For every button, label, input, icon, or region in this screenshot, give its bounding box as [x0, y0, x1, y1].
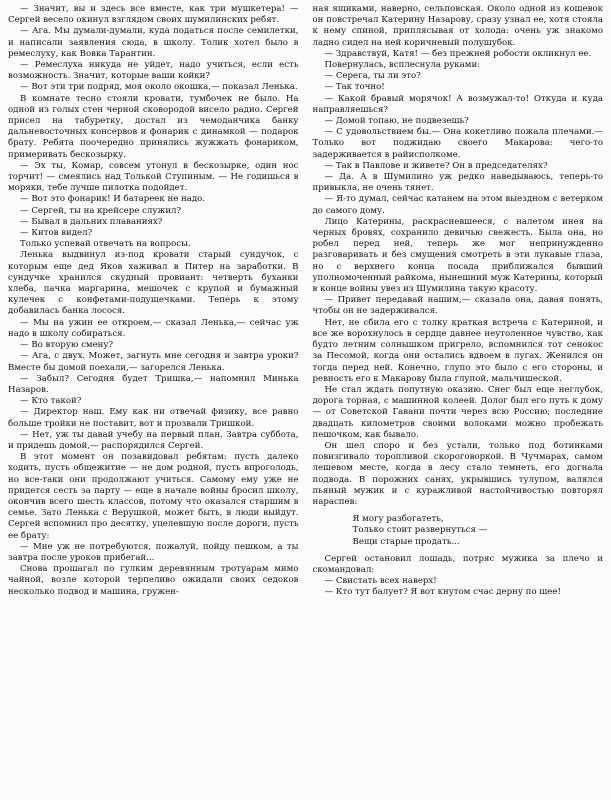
paragraph: — Свистать всех наверх! — [324, 576, 437, 587]
paragraph: — Кто тут балует? Я вот кнутом счас дерну по шее! — [324, 587, 561, 598]
paragraph: — Да. А в Шумилино уж редко наведываюсь, теперь-то привыкла, не очень тянет. — [312, 172, 603, 194]
paragraph: — Домой топаю, не подвезешь? — [324, 116, 469, 127]
paragraph: — Здравствуй, Катя! — без прежней робости окликнул ее. — [324, 48, 592, 59]
verse-line: Только стоит развернуться — — [352, 525, 488, 536]
paragraph: — Ремеслуха никуда не уйдет, надо учиться, если есть возможность. Значит, которые ваши койки? — [8, 60, 299, 82]
paragraph: — Так в Павлове и живете? Он в председателях? — [324, 160, 548, 171]
paragraph: — Я-то думал, сейчас катанем на этом выездном с ветерком до самого дому. — [312, 194, 603, 216]
paragraph: — Нет, уж ты давай учебу на первый план. Завтра суббота, и придешь домой,— распорядился Сергей. — [8, 429, 299, 451]
paragraph: Снова прошагал по гулким деревянным тротуарам мимо чайной, возле которой терпеливо ожидали своих седоков несколько подвод и машина, гружен- — [8, 564, 299, 597]
paragraph: ная ящиками, наверно, сельповская. Около одной из кошевок он повстречал Катерину Назарову, сразу узнал ее, хотя стояла к нему спиной, приплясывая от холода: очень уж знакомо ладно сидел на ней коричневый полушубок. — [312, 4, 603, 48]
paragraph: Он шел споро и без устали, только под ботинками повизгивало торопливой скороговоркой. В Чучмарах, самом лешевом месте, когда в лесу стало темнеть, его догнала подвода. В порожних санях, укрывшись тулупом, валялся пьяный мужик и с куражливой настойчивостью повторял нараспев: — [312, 440, 603, 507]
paragraph: Только успевай отвечать на вопросы. — [20, 239, 191, 250]
paragraph: — Вот эти три подряд, моя около окошка,— показал Ленька. — [20, 82, 298, 93]
paragraph: — Ага, с двух. Может, загнуть мне сегодня и завтра уроки? Вместе бы домой поехали,— загорелся Ленька. — [8, 351, 299, 373]
paragraph: Лицо Катерины, раскрасневшееся, с налетом инея на черных бровях, сохранило девичью свежесть. Была она, но робел перед ней, теперь же мог непринужденно разговаривать и без смущения смотреть в эти лукавые глаза, но с верхнего конца посада приближался бывший уполномоченный райкома, нынешний муж Катерины, который в конце войны увез из Шумилина такую красоту. — [312, 216, 603, 295]
paragraph: — Эх ты, Комар, совсем утонул в бескозырке, один нос торчит! — смеялись над Толькой Ступиным. — Не годишься в моряки, тебе лучше пилотка подойдет. — [8, 160, 299, 194]
paragraph: — Серега, ты ли это? — [324, 71, 421, 82]
left-column — [8, 4, 299, 800]
paragraph: — Бывал в дальних плаваниях? — [20, 216, 163, 227]
paragraph: Сергей остановил лошадь, потряс мужика за плечо и скомандовал: — [312, 553, 603, 575]
paragraph: — Забыл? Сегодня будет Тришка,— напомнил Минька Назаров. — [8, 373, 299, 395]
paragraph: — Директор наш. Ему как ни отвечай физику, все равно больше тройки не поставит, вот и прозвали Тришкой. — [8, 407, 299, 429]
right-column — [313, 4, 604, 800]
paragraph: — Сергей, ты на крейсере служил? — [20, 205, 182, 216]
paragraph: Не стал ждать попутную оказию. Снег был еще неглубок, дорога торная, с машинной колеей. Долог был его путь к дому — от Советской Гавани почти через всю Россию; последние двадцать километров своими волоками можно пробежать пешочком, как бывало. — [312, 384, 603, 440]
paragraph: — Значит, вы и здесь все вместе, как три мушкетера! — Сергей весело окинул взглядом своих шумилинских ребят. — [8, 4, 299, 26]
paragraph: Нет, не сбила его с толку краткая встреча с Катериной, и все же ворохнулось в сердце давнее неутоленное чувство, как будто летним солнышком пригрело, вспомнился тот сенокос за Песомой, когда они остались вдвоем в лугах. Женился он тогда перед ней. Конечно, глупо это было с его стороны, и ревность его к Макарову была глупой, мальчишеской. — [312, 317, 603, 384]
verse-line: Вещи старые продать... — [352, 536, 460, 547]
paragraph: — Кто такой? — [20, 396, 82, 407]
verse-line: Я могу разбогатеть, — [352, 514, 444, 525]
paragraph: — Ага. Мы думали-думали, куда податься после семилетки, и написали заявления сюда, в школу. Толик хотел было в ремеслуху, как Вовка Тарантин. — [8, 26, 299, 59]
paragraph: — Вот это фонарик! И батареек не надо. — [20, 194, 206, 205]
paragraph: — С удовольствием бы.— Она кокетливо пожала плечами.— Только вот поджидаю своего Макарова: чего-то задерживается в райисполкоме. — [312, 127, 603, 160]
paragraph: — Привет передавай нашим,— сказала она, давая понять, чтобы он не задерживался. — [312, 295, 603, 317]
paragraph: — Мне уж не потребуются, пожалуй, пойду пешком, а ты завтра после уроков прибегай... — [8, 541, 299, 563]
paragraph: В этот момент он позавидовал ребятам: пусть далеко ходить, пусть общежитие — не дом родной, пусть впроголодь, но все-таки они продолжают учиться. Самому ему уже не придется сесть за парту — еще в начале войны бросил школу, окончив всего шесть классов, потому что оказался старшим в семье. Зато Ленька с Верушкой, может быть, в люди выйдут. Сергей вспомнил про десятку, уцелевшую после дороги, пусть ее брату: — [8, 452, 299, 541]
paragraph: В комнате тесно стояли кровати, тумбочек не было. На одной из голых стен черной сковородой висело радио. Сергей присел на табуретку, достал из чемоданчика банку дальневосточных консервов и фонарик с динамкой — подарок брату. Ребята поочередно принялись жужжать фонариком, примеривать бескозырку. — [8, 93, 299, 160]
paragraph: Ленька выдвинул из-под кровати старый сундучок, с которым еще дед Яков хаживал в Питер на заработки. В сундучке хранился скудный провиант: четверть буханки хлеба, пачка маргарина, мешочек с крупой и бумажный кулечек с конфетами-подушечками. Теперь к этому добавилась банка лосося. — [8, 250, 299, 317]
paragraph: — Китов видел? — [20, 228, 93, 239]
paragraph: — Так точно! — [324, 82, 385, 93]
verse-block — [353, 514, 604, 548]
paragraph: — Какой бравый морячок! А возмужал-то! Откуда и куда направляешься? — [312, 93, 603, 115]
paragraph: — Во вторую смену? — [20, 340, 114, 351]
paragraph: Повернулась, всплеснула руками: — [324, 60, 481, 71]
paragraph: — Мы на ужин ее откроем,— сказал Ленька,— сейчас уж надо в школу собираться. — [8, 317, 299, 339]
